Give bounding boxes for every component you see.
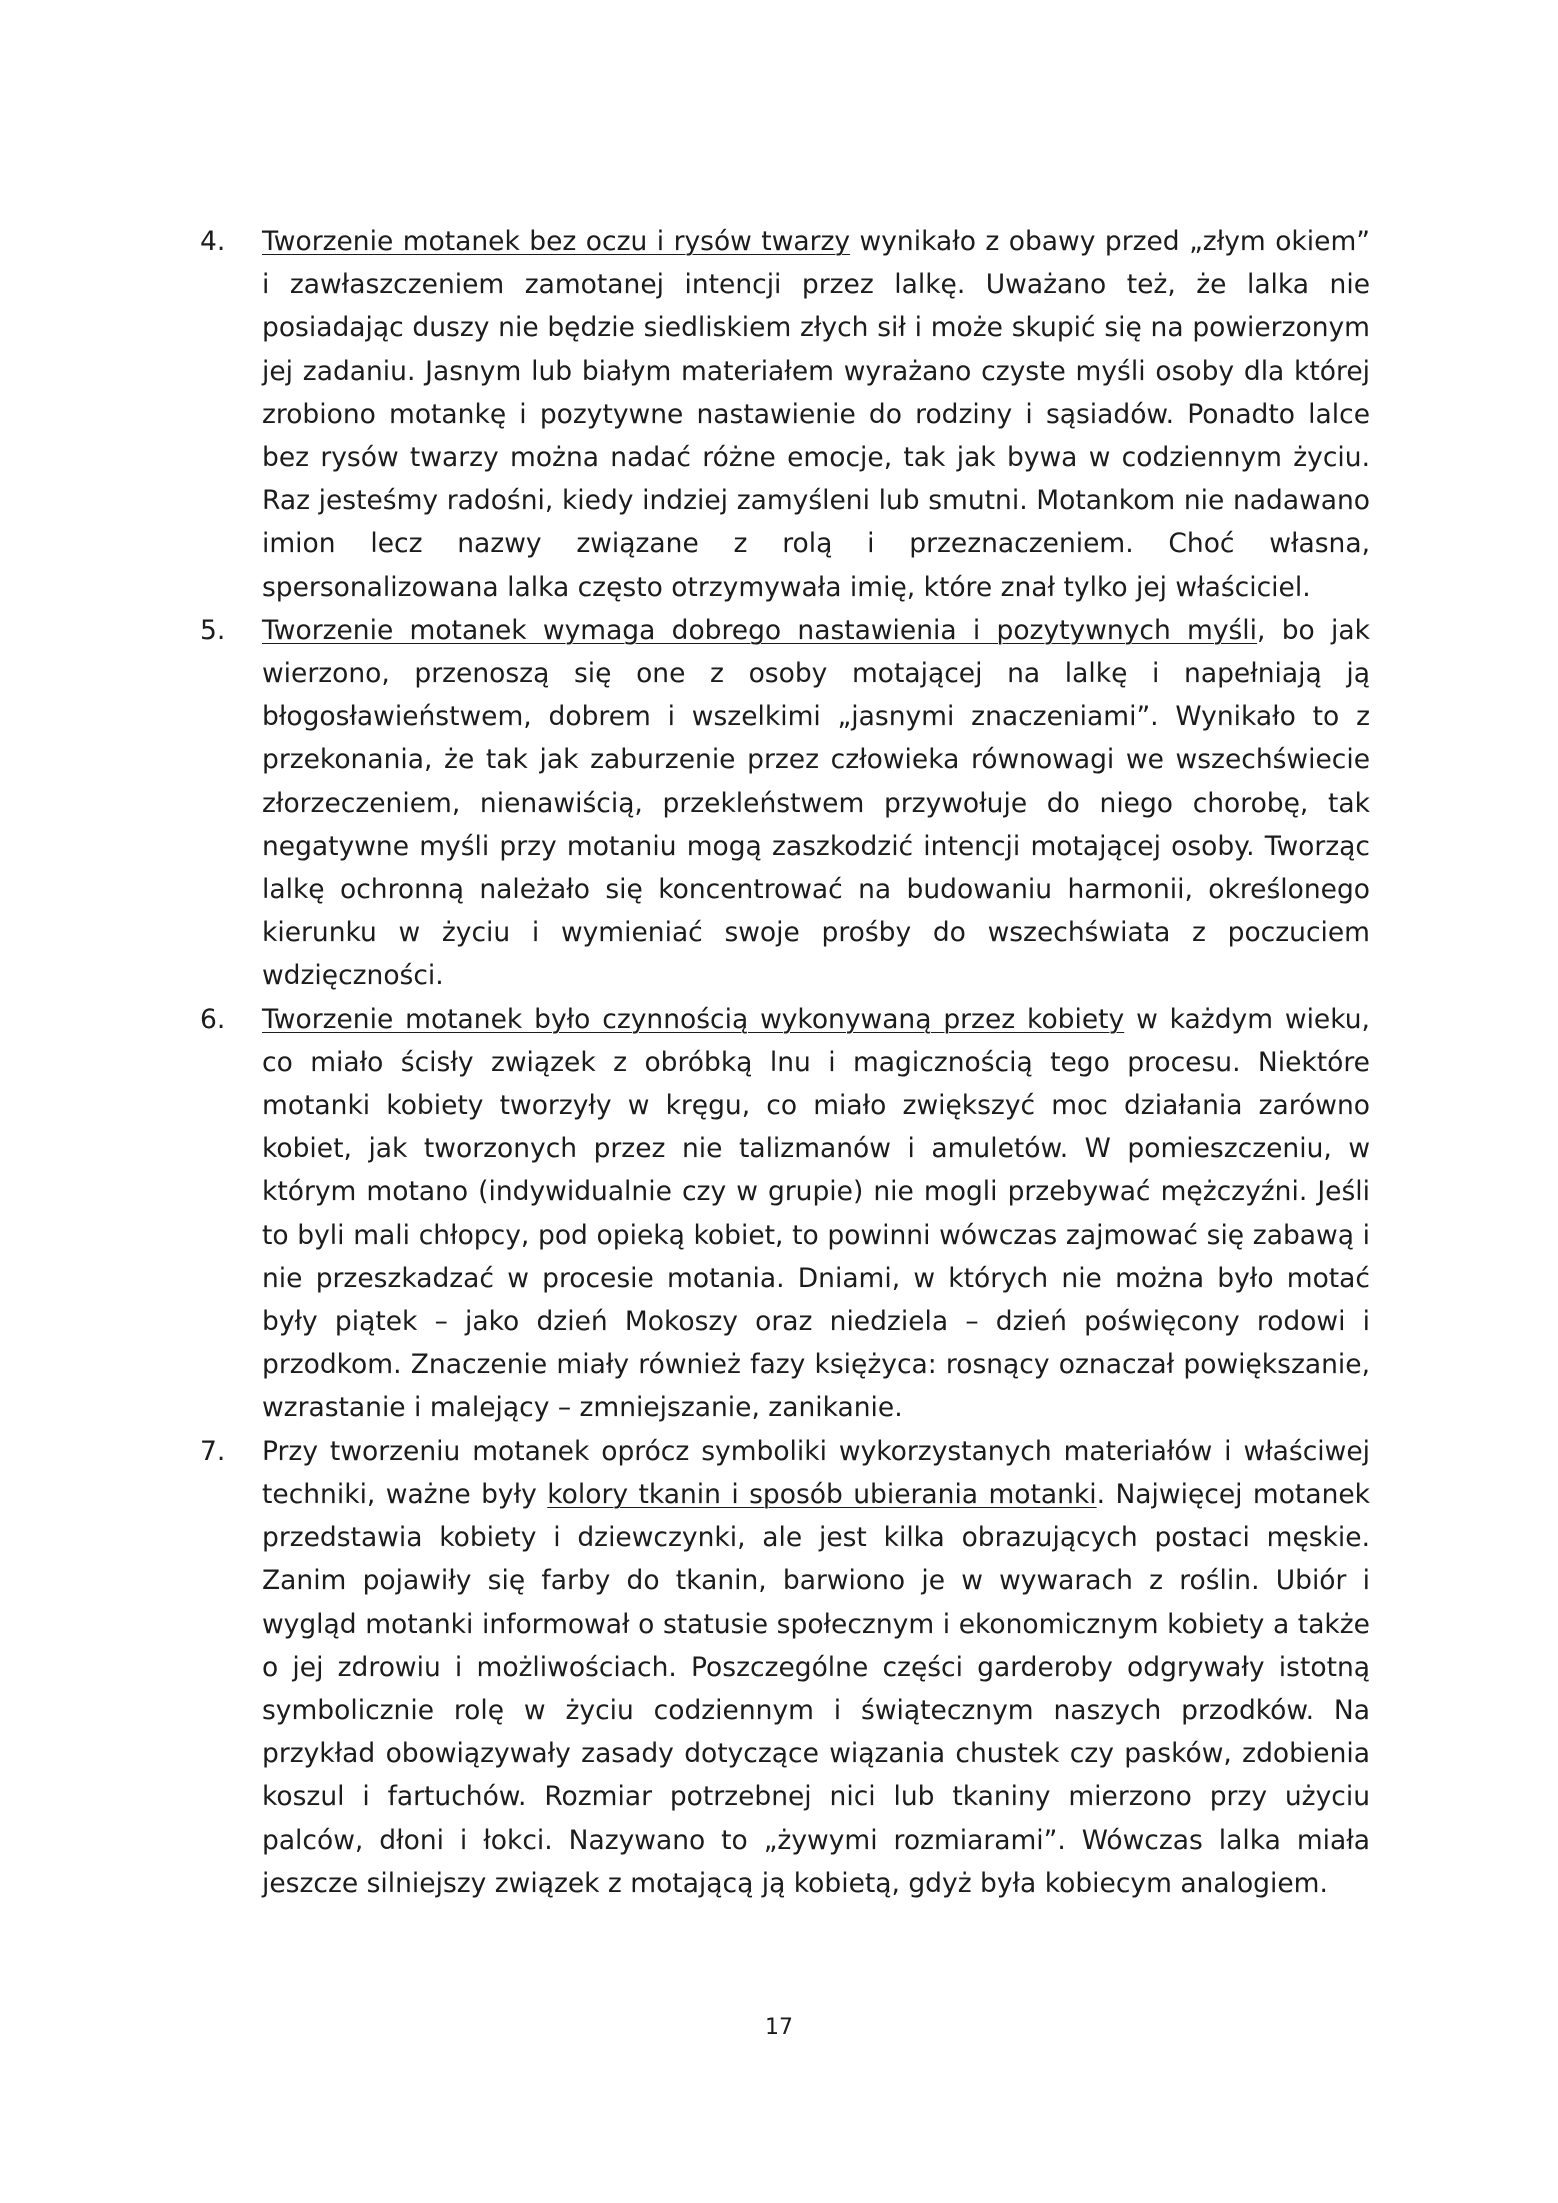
item-body-text: w każdym wieku, co miało ścisły związek z obróbką lnu i magicznością tego procesu. Niektóre motanki kobiety tworzyły w kręgu, co miało zwiększyć moc działania zarówno kobiet, jak tworzonych przez nie talizmanów i amuletów. W pomieszczeniu, w którym motano (indywidualnie czy w grupie) nie mogli przebywać mężczyźni. Jeśli to byli mali chłopcy, pod opieką kobiet, to powinni wówczas zajmować się zabawą i nie przeszkadzać w procesie motania. Dniami, w których nie można było motać były piątek – jako dzień Mokoszy oraz niedziela – dzień poświęcony rodowi i przodkom. Znaczenie miały również fazy księżyca: rosnący oznaczał powiększanie, wzrastanie i malejący – zmniejszanie, zanikanie. (262, 1003, 1370, 1424)
item-number: 4. (200, 226, 226, 257)
list-item-5 (200, 609, 1370, 998)
list-item-6 (200, 998, 1370, 1430)
item-underlined-phrase: Tworzenie motanek bez oczu i rysów twarzy (262, 226, 851, 257)
item-number: 5. (200, 614, 226, 646)
list-item-7 (200, 1430, 1370, 1905)
item-lead-text: Przy tworzeniu motanek oprócz symboliki wykorzystanych materiałów i właściwej techniki, ważne były (262, 1435, 1370, 1510)
item-underlined-phrase: Tworzenie motanek było czynnością wykonywaną przez kobiety (262, 1003, 1125, 1035)
item-body-text: , bo jak wierzono, przenoszą się one z osoby motającej na lalkę i napełniają ją błogosławieństwem, dobrem i wszelkimi „jasnymi znaczeniami”. Wynikało to z przekonania, że tak jak zaburzenie przez człowieka równowagi we wszechświecie złorzeczeniem, nienawiścią, przekleństwem przywołuje do niego chorobę, tak negatywne myśli przy motaniu mogą zaszkodzić intencji motającej osoby. Tworząc lalkę ochronną należało się koncentrować na budowaniu harmonii, określonego kierunku w życiu i wymieniać swoje prośby do wszechświata z poczuciem wdzięczności. (262, 614, 1370, 992)
item-body-text: wynikało z obawy przed „złym okiem” i zawłaszczeniem zamotanej intencji przez lalkę. Uważano też, że lalka nie posiadając duszy nie będzie siedliskiem złych sił i może skupić się na powierzonym jej zadaniu. Jasnym lub białym materiałem wyrażano czyste myśli osoby dla której zrobiono motankę i pozytywne nastawienie do rodziny i sąsiadów. Ponadto lalce bez rysów twarzy można nadać różne emocje, tak jak bywa w codziennym życiu. Raz jesteśmy radośni, kiedy indziej zamyśleni lub smutni. Motankom nie nadawano imion lecz nazwy związane z rolą i przeznaczeniem. Choć własna, spersonalizowana lalka często otrzymywała imię, które znał tylko jej właściciel. (262, 226, 1370, 603)
item-underlined-phrase: kolory tkanin i sposób ubierania motanki (547, 1478, 1097, 1510)
item-number: 6. (200, 1003, 226, 1035)
numbered-list (200, 220, 1370, 1905)
page-number: 17 (765, 2015, 793, 2040)
page-content (200, 220, 1370, 1905)
item-number: 7. (200, 1435, 226, 1467)
item-underlined-phrase: Tworzenie motanek wymaga dobrego nastawienia i pozytywnych myśli (262, 614, 1258, 646)
item-body-text: . Najwięcej motanek przedstawia kobiety i dziewczynki, ale jest kilka obrazujących postaci męskie. Zanim pojawiły się farby do tkanin, barwiono je w wywarach z roślin. Ubiór i wygląd motanki informował o statusie społecznym i ekonomicznym kobiety a także o jej zdrowiu i możliwościach. Poszczególne części garderoby odgrywały istotną symbolicznie rolę w życiu codziennym i świątecznym naszych przodków. Na przykład obowiązywały zasady dotyczące wiązania chustek czy pasków, zdobienia koszul i fartuchów. Rozmiar potrzebnej nici lub tkaniny mierzono przy użyciu palców, dłoni i łokci. Nazywano to „żywymi rozmiarami”. Wówczas lalka miała jeszcze silniejszy związek z motającą ją kobietą, gdyż była kobiecym analogiem. (262, 1478, 1371, 1899)
list-item-4 (200, 220, 1370, 609)
